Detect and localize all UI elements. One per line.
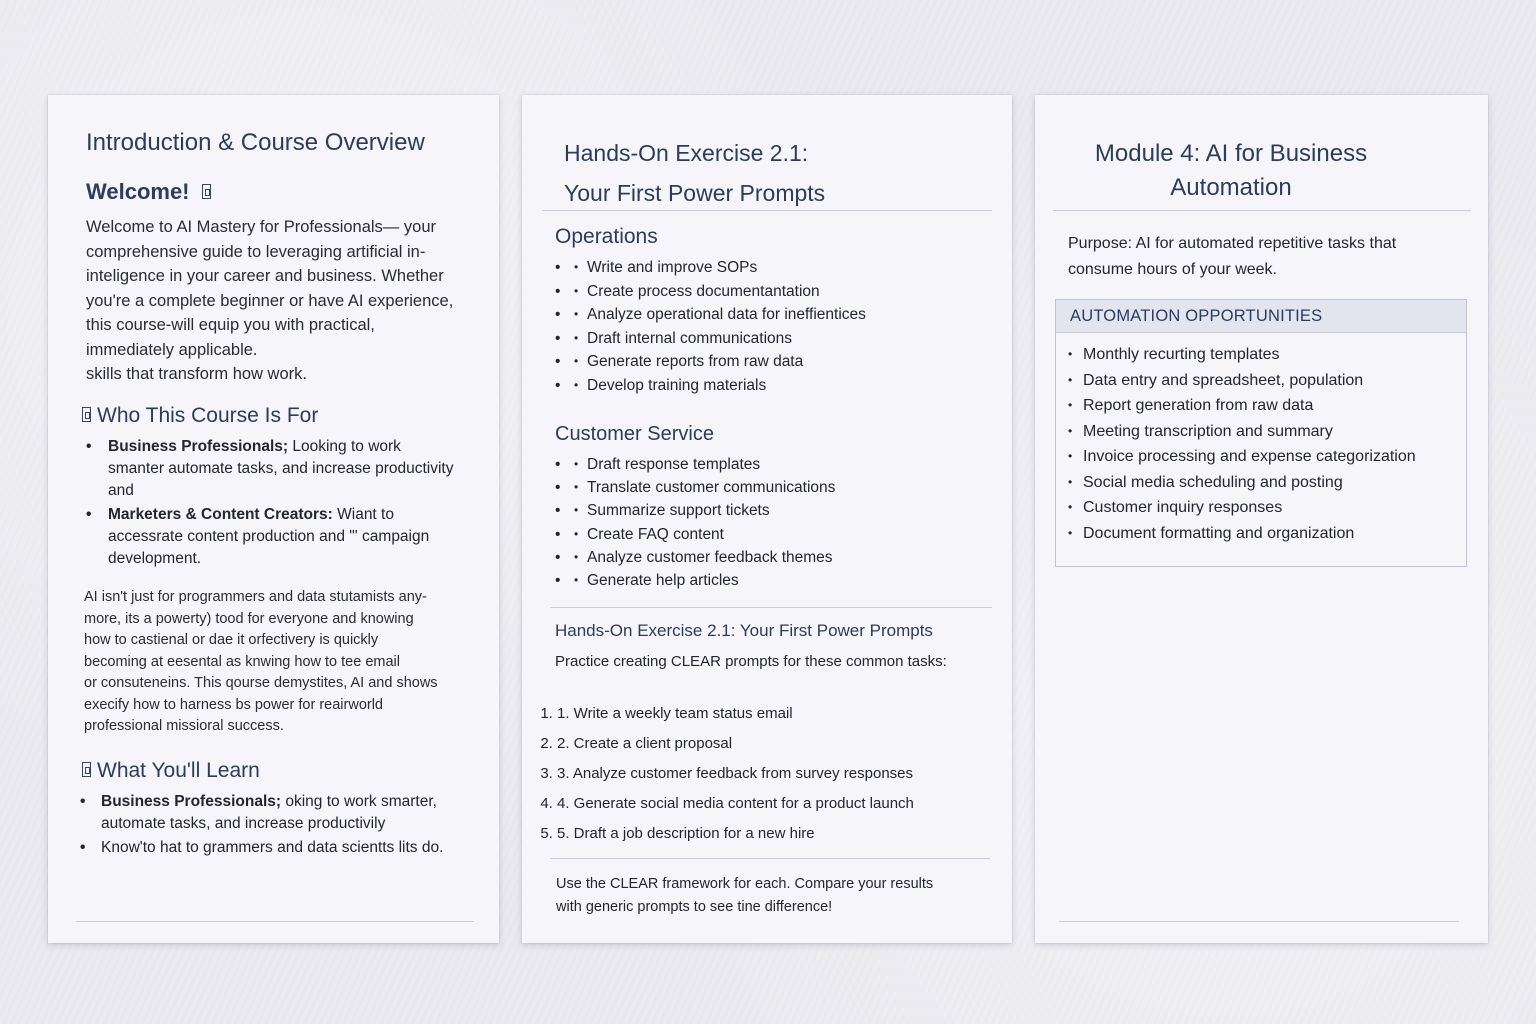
purpose-text — [1068, 231, 1458, 282]
text-line: skills that transform how work. — [86, 365, 307, 383]
text-line: or consuteneins. This qourse demystites, AI and shows — [84, 675, 438, 691]
course-overview-card — [48, 95, 499, 943]
list-item: • Customer inquiry responses — [1068, 495, 1416, 521]
list-item: • Create FAQ content • — [555, 523, 835, 546]
box-heading: AUTOMATION OPPORTUNITIES — [1056, 300, 1466, 333]
list-item: • Data entry and spreadsheet, population — [1068, 368, 1416, 394]
divider — [1053, 210, 1471, 211]
list-item — [86, 436, 456, 502]
list-item: • Monthly recurting templates — [1068, 342, 1416, 368]
divider — [542, 210, 992, 211]
list-item: • Generate help articles • — [555, 569, 835, 592]
card-title: Introduction & Course Overview — [86, 129, 425, 156]
list-item: • Meeting transcription and summary — [1068, 419, 1416, 445]
item-text: Looking to work smanter automate tasks, and increase productivity and — [108, 438, 454, 499]
who-heading — [82, 404, 318, 428]
automation-opportunities-box — [1055, 299, 1467, 567]
document-icon — [82, 407, 91, 422]
ai-paragraph — [84, 587, 484, 738]
text-line: comprehensive guide to leveraging artificial in- — [86, 242, 426, 261]
text-line: you're a complete beginner or have AI experience, — [86, 291, 454, 310]
operations-list — [555, 256, 866, 398]
list-item: • Draft response templates • — [555, 453, 835, 476]
text-line: inteligence in your career and business. Whether — [86, 267, 444, 285]
list-item: • Generate reports from raw data • — [555, 350, 866, 374]
text-line: professional missioral success. — [84, 718, 284, 734]
exercise-heading: Hands-On Exercise 2.1: Your First Power Prompts — [555, 621, 933, 640]
learn-list — [80, 791, 480, 861]
exercise-intro: Practice creating CLEAR prompts for these common tasks: — [555, 653, 947, 670]
list-item: • Analyze customer feedback themes • — [555, 546, 835, 569]
text-line: more, its a powerty) tood for everyone and knowing — [84, 610, 414, 627]
welcome-text — [86, 215, 486, 387]
card-title — [1035, 137, 1427, 205]
item-bold: Marketers & Content Creators: — [108, 506, 333, 523]
text-line: Use the CLEAR framework for each. Compare your results — [556, 876, 934, 892]
text-line: this course-will equip you with practical, — [86, 316, 375, 334]
item-text: Wiant to accessrate content production and "' campaign development. — [108, 506, 430, 567]
list-item: • Create process documentantation • — [555, 280, 866, 304]
who-list — [86, 436, 456, 572]
welcome-heading-text: Welcome! — [86, 179, 190, 204]
learn-heading — [82, 759, 260, 783]
welcome-heading — [86, 179, 211, 205]
who-heading-text: Who This Course Is For — [97, 404, 319, 427]
document-icon — [202, 184, 211, 199]
text-line: Purpose: AI for automated repetitive tasks that — [1068, 235, 1397, 252]
list-item: • Translate customer communications • — [555, 476, 835, 499]
list-item: 3. 3. Analyze customer feedback from survey responses — [557, 759, 914, 789]
exercise-card — [522, 95, 1012, 943]
list-item — [86, 504, 456, 570]
divider — [76, 921, 474, 922]
text-line: AI isn't just for programmers and data stutamists any- — [84, 589, 427, 605]
list-item: • Develop training materials • — [555, 374, 866, 398]
list-item: 2. 2. Create a client proposal — [557, 729, 914, 759]
list-item: • Write and improve SOPs • — [555, 256, 866, 280]
list-item: 4. 4. Generate social media content for a product launch — [557, 789, 914, 819]
item-bold: Business Professionals; — [108, 438, 289, 455]
exercise-footer — [556, 873, 986, 918]
text-line: how to castienal or dae it orfectivery is quickly — [84, 632, 379, 648]
text-line: Welcome to AI Mastery for Professionals— your — [86, 218, 436, 236]
list-item: • Draft internal communications • — [555, 327, 866, 351]
list-item: • Report generation from raw data — [1068, 393, 1416, 419]
title-line: Hands-On Exercise 2.1: — [564, 140, 809, 166]
text-line: execify how to harness bs power for reairworld — [84, 696, 383, 713]
divider — [550, 607, 992, 608]
list-item: 5. 5. Draft a job description for a new hire — [557, 819, 914, 849]
item-text: Know'to hat to grammers and data scientts lits do. — [101, 839, 444, 856]
operations-heading: Operations — [555, 225, 658, 248]
list-item: • Summarize support tickets • — [555, 499, 835, 522]
automation-card — [1035, 95, 1488, 943]
card-title — [564, 133, 825, 213]
list-item — [80, 837, 480, 859]
item-bold: Business Professionals; — [101, 793, 282, 810]
divider — [1059, 921, 1459, 922]
title-line: Automation — [1170, 174, 1292, 201]
list-item: • Analyze operational data for ineffientices • — [555, 303, 866, 327]
task-list — [557, 699, 914, 849]
divider — [550, 858, 990, 859]
list-item: 1. 1. Write a weekly team status email — [557, 699, 914, 729]
learn-heading-text: What You'll Learn — [97, 759, 260, 782]
list-item: • Invoice processing and expense categorization — [1068, 444, 1416, 470]
document-icon — [82, 762, 91, 777]
list-item: • Social media scheduling and posting — [1068, 470, 1416, 496]
text-line: consume hours of your week. — [1068, 260, 1277, 278]
text-line: becoming at eesental as knwing how to tee email — [84, 653, 400, 670]
customer-service-heading: Customer Service — [555, 423, 714, 445]
list-item — [80, 791, 480, 835]
title-line: Module 4: AI for Business — [1094, 140, 1368, 167]
item-text: oking to work smarter, automate tasks, and increase productivily — [101, 793, 437, 832]
opportunities-list — [1068, 342, 1416, 546]
title-line: Your First Power Prompts — [564, 180, 826, 206]
text-line: immediately applicable. — [86, 340, 258, 359]
list-item: • Document formatting and organization — [1068, 521, 1416, 547]
text-line: with generic prompts to see tine difference! — [556, 898, 833, 915]
customer-service-list — [555, 453, 835, 592]
